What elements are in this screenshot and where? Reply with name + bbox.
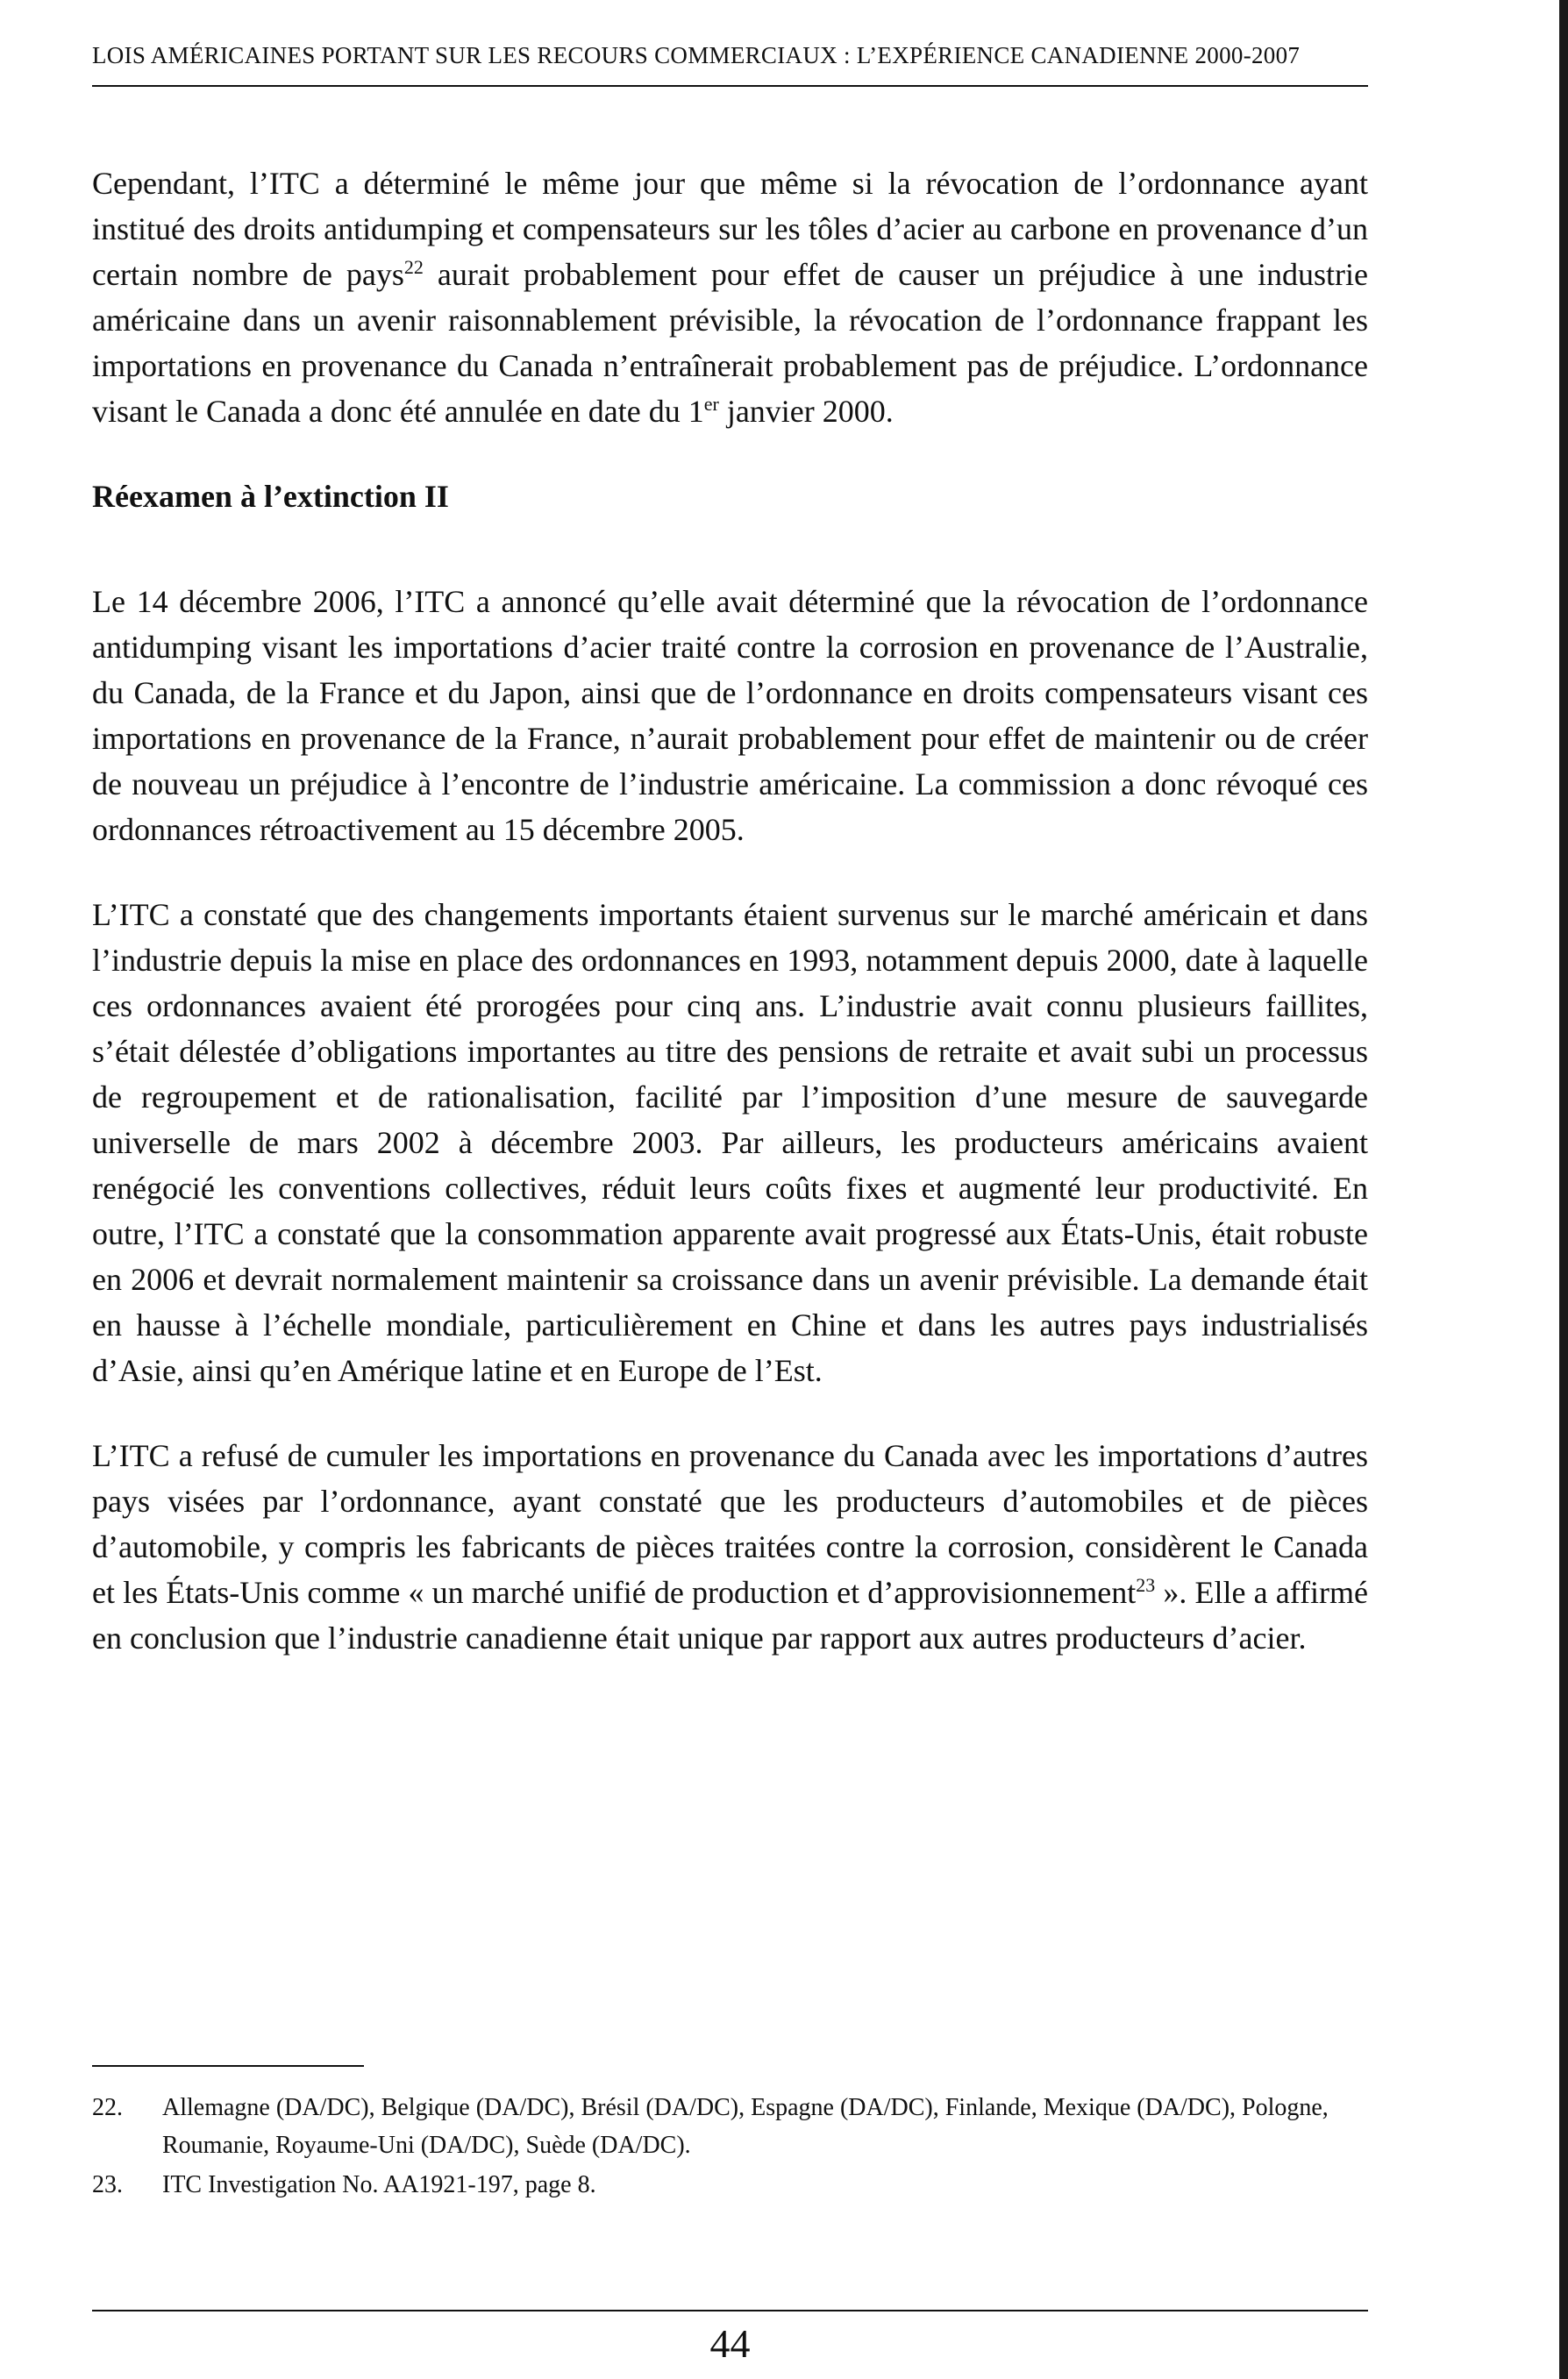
footnote-text: ITC Investigation No. AA1921-197, page 8. [162,2171,596,2198]
footnote-ref-23: 23 [1136,1574,1156,1596]
paragraph-4-text: L’ITC a refusé de cumuler les importations en provenance du Canada avec les importations d’autres pays visées par l’ordonnance, ayant constaté que les producteurs d’automobiles et de pièces d’automobile, y compris les fabricants de pièces traitées contre la corrosion, considèrent le Canada et les États-Unis comme « un marché unifié de production et d’approvisionnement [92,1438,1368,1610]
paragraph-4-text-cont: ». Elle a affirmé en conclusion que l’industrie canadienne était unique par rapport aux autres producteurs d’acier. [92,1575,1369,1656]
section-heading: Réexamen à l’extinction II [92,479,449,514]
scan-page-edge [1559,0,1568,2379]
footnote-separator [92,2065,364,2067]
footnote-text: Allemagne (DA/DC), Belgique (DA/DC), Brésil (DA/DC), Espagne (DA/DC), Finlande, Mexique (DA/DC), Pologne, Roumanie, Royaume-Uni (DA/DC), Suède (DA/DC). [162,2094,1329,2159]
paragraph-1 [92,160,1368,434]
footnote-22 [92,2089,1368,2164]
footnotes [92,2089,1368,2205]
footnote-number: 22. [92,2094,123,2121]
main-text [92,160,1368,1700]
paragraph-1-tail: janvier 2000. [718,394,894,429]
paragraph-1-text: Cependant, l’ITC a déterminé le même jour que même si la révocation de l’ordonnance ayant institué des droits antidumping et compensateurs sur les tôles d’acier au carbone en provenance d’un certain nombre de pays [92,166,1368,292]
paragraph-1-text-cont: aurait probablement pour effet de causer un préjudice à une industrie américaine dans un avenir raisonnablement prévisible, la révocation de l’ordonnance frappant les importations en provenance du Canada n’entraînerait probablement pas de préjudice. L’ordonnance visant le Canada a donc été annulée en date du 1 [92,257,1368,429]
paragraph-3: L’ITC a constaté que des changements importants étaient survenus sur le marché américain et dans l’industrie depuis la mise en place des ordonnances en 1993, notamment depuis 2000, date à laquelle ces ordonnances avaient été prorogées pour cinq ans. L’industrie avait connu plusieurs faillites, s’était délestée d’obligations importantes au titre des pensions de retraite et avait subi un processus de regroupement et de rationalisation, facilité par l’imposition d’une mesure de sauvegarde universelle de mars 2002 à décembre 2003. Par ailleurs, les producteurs américains avaient renégocié les conventions collectives, réduit leurs coûts fixes et augmenté leur productivité. En outre, l’ITC a constaté que la consommation apparente avait progressé aux États-Unis, était robuste en 2006 et devrait normalement maintenir sa croissance dans un avenir prévisible. La demande était en hausse à l’échelle mondiale, particulièrement en Chine et dans les autres pays industrialisés d’Asie, ainsi qu’en Amérique latine et en Europe de l’Est. [92,897,1368,1388]
footnote-23 [92,2166,1368,2204]
header-rule [92,85,1368,87]
paragraph-4 [92,1433,1368,1661]
ordinal-suffix: er [703,393,719,415]
footnote-number: 23. [92,2171,123,2198]
footer-rule [92,2310,1368,2311]
running-header: LOIS AMÉRICAINES PORTANT SUR LES RECOURS COMMERCIAUX : L’EXPÉRIENCE CANADIENNE 2000-2007 [92,42,1301,68]
page-number: 44 [709,2321,751,2366]
paragraph-2: Le 14 décembre 2006, l’ITC a annoncé qu’elle avait déterminé que la révocation de l’ordonnance antidumping visant les importations d’acier traité contre la corrosion en provenance de l’Australie, du Canada, de la France et du Japon, ainsi que de l’ordonnance en droits compensateurs visant ces importations en provenance de la France, n’aurait probablement pour effet de maintenir ou de créer de nouveau un préjudice à l’encontre de l’industrie américaine. La commission a donc révoqué ces ordonnances rétroactivement au 15 décembre 2005. [92,584,1368,847]
footnote-ref-22: 22 [403,256,424,278]
